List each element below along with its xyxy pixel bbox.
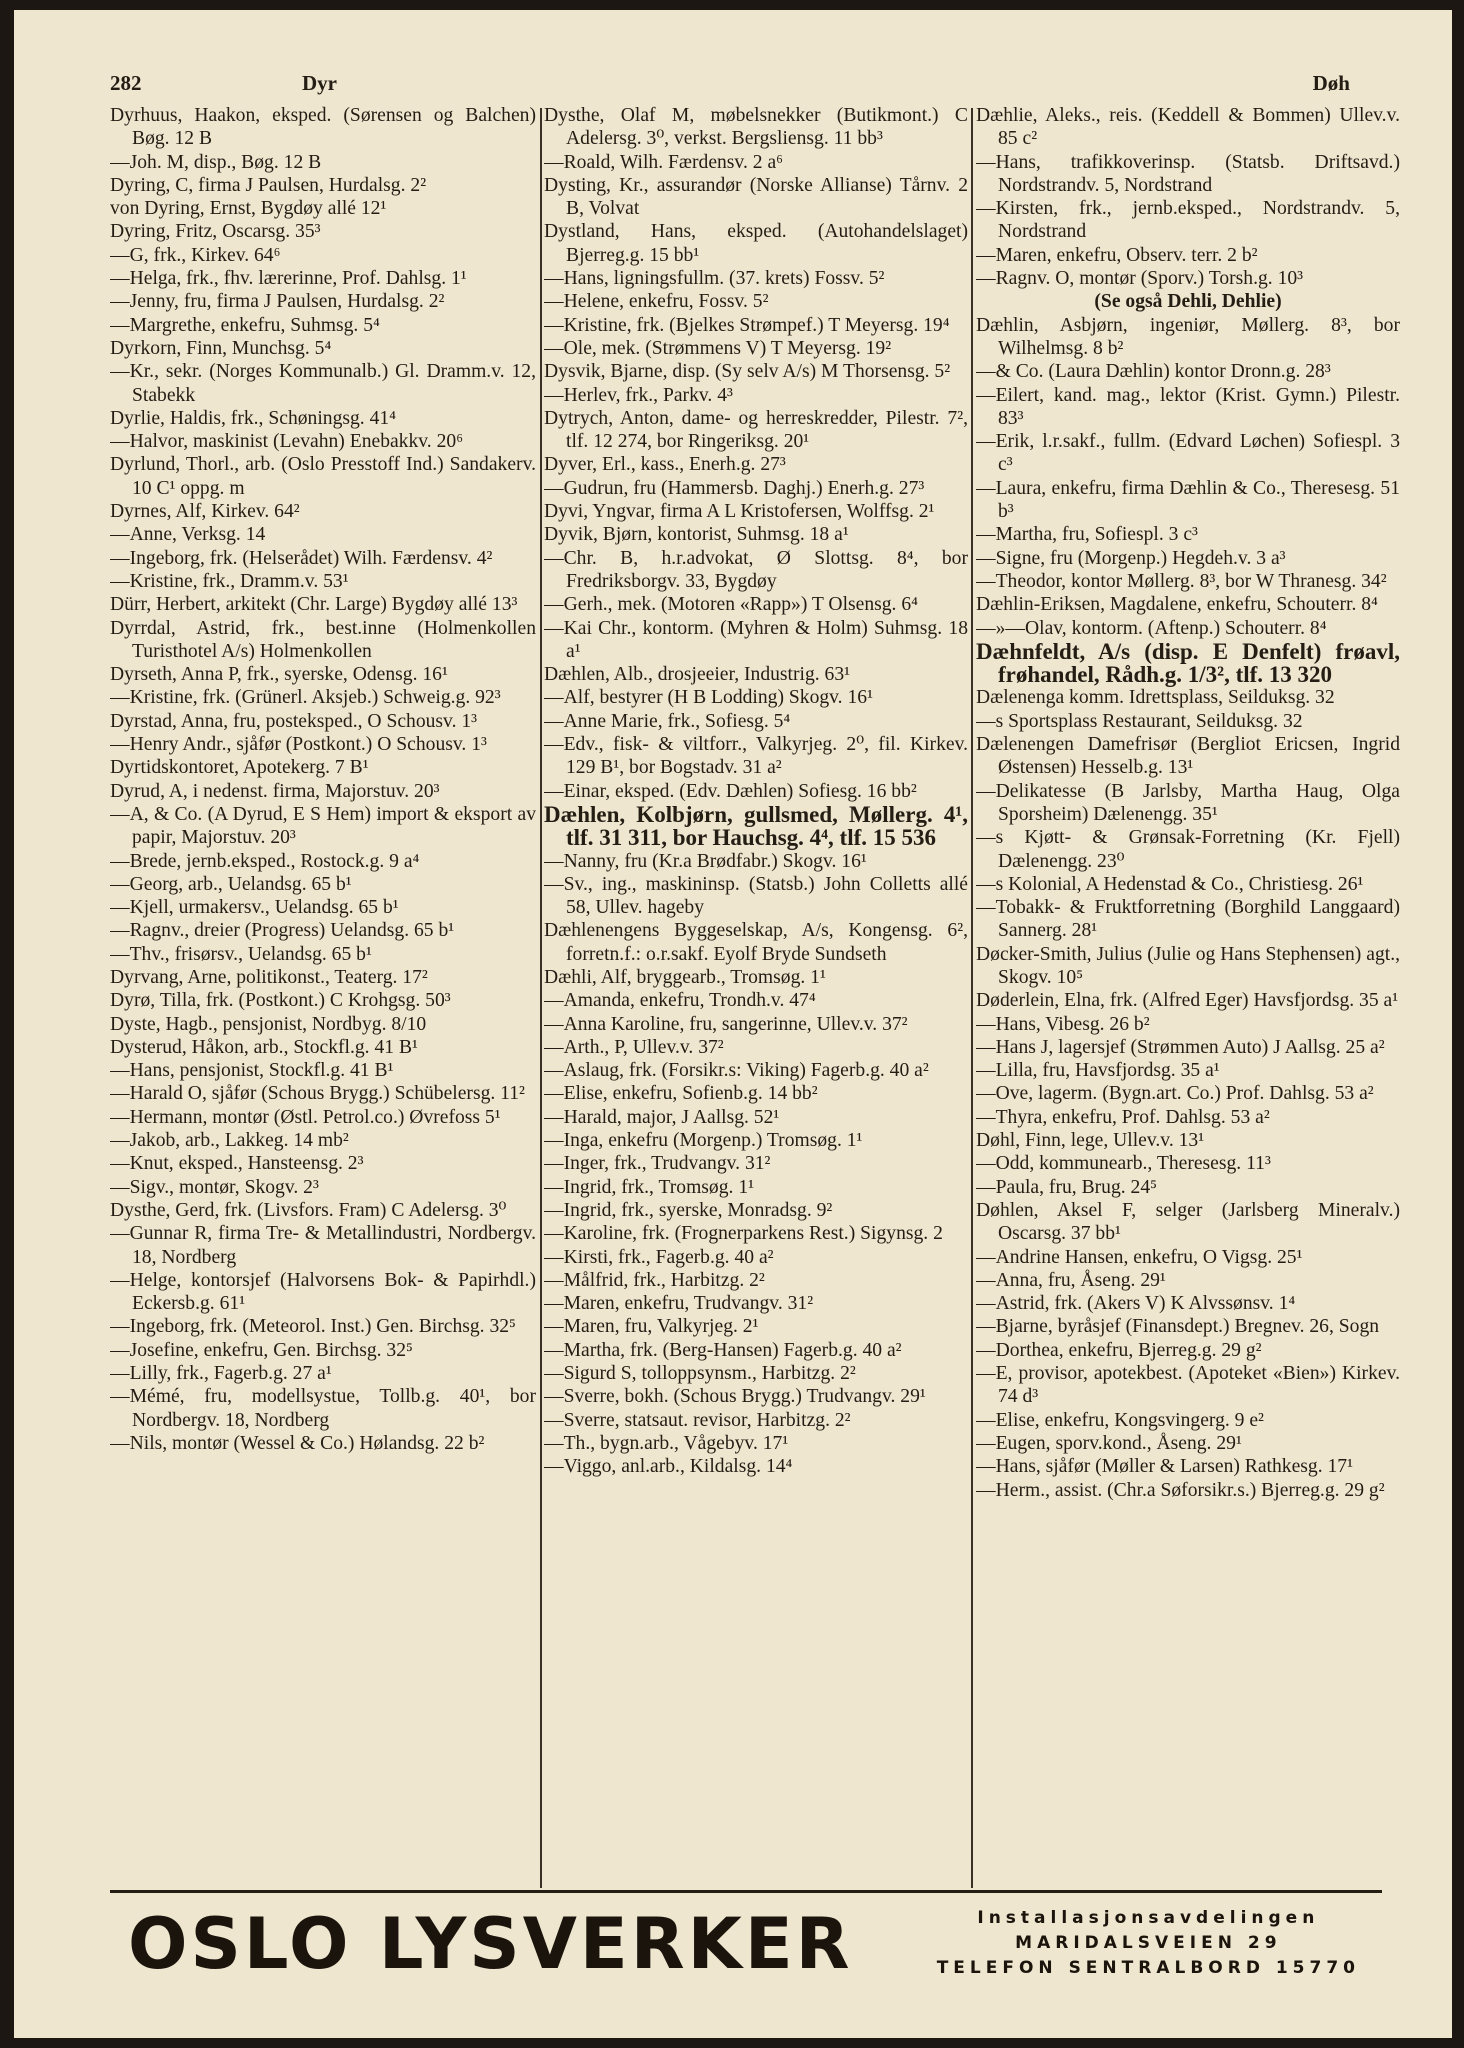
- directory-entry: —Målfrid, frk., Harbitzg. 2²: [544, 1269, 765, 1291]
- directory-entry: —Ingrid, frk., syerske, Monradsg. 9²: [544, 1199, 833, 1221]
- directory-entry: —Margrethe, enkefru, Suhmsg. 5⁴: [110, 314, 380, 336]
- directory-entry: —Herlev, frk., Parkv. 4³: [544, 384, 733, 406]
- directory-entry: —Odd, kommunearb., Theresesg. 11³: [976, 1153, 1271, 1175]
- directory-entry: —Hans, pensjonist, Stockfl.g. 41 B¹: [110, 1060, 394, 1082]
- directory-entry: —Hans J, lagersjef (Strømmen Auto) J Aallsg. 25 a²: [976, 1036, 1385, 1058]
- directory-entry: —Sverre, statsaut. revisor, Harbitzg. 2²: [544, 1409, 851, 1431]
- directory-entry: Dyrseth, Anna P, frk., syerske, Odensg. 16¹: [110, 664, 448, 686]
- directory-entry: —Harald O, sjåfør (Schous Brygg.) Schübelersg. 11²: [110, 1083, 525, 1105]
- directory-entry: —Alf, bestyrer (H B Lodding) Skogv. 16¹: [544, 687, 873, 709]
- directory-page: [14, 10, 1452, 2038]
- directory-entry: Dysthe, Olaf M, møbelsnekker (Butikmont.) C Adelersg. 3⁰, verkst. Bergsliensg. 11 bb³: [544, 105, 968, 150]
- directory-entry: —Sverre, bokh. (Schous Brygg.) Trudvangv. 29¹: [544, 1386, 926, 1408]
- directory-entry: —Amanda, enkefru, Trondh.v. 47⁴: [544, 990, 816, 1012]
- directory-entry: Dyrø, Tilla, frk. (Postkont.) C Krohgsg. 50³: [110, 990, 451, 1012]
- directory-entry: —Gunnar R, firma Tre- & Metallindustri, Nordbergv. 18, Nordberg: [110, 1223, 536, 1268]
- ad-phone: TELEFON SENTRALBORD 15770: [936, 1958, 1360, 1978]
- directory-entry: —Anne, Verksg. 14: [110, 524, 266, 546]
- directory-entry: —Karoline, frk. (Frognerparkens Rest.) Sigynsg. 2: [544, 1223, 943, 1245]
- directory-entry: —Edv., fisk- & viltforr., Valkyrjeg. 2⁰, fil. Kirkev. 129 B¹, bor Bogstadv. 31 a²: [544, 734, 968, 779]
- directory-entry: —Ingeborg, frk. (Meteorol. Inst.) Gen. Birchsg. 32⁵: [110, 1316, 516, 1338]
- directory-entry: —Arth., P, Ullev.v. 37²: [544, 1036, 724, 1058]
- directory-entry: —Hermann, montør (Østl. Petrol.co.) Øvrefoss 5¹: [110, 1106, 501, 1128]
- directory-entry: —Helge, kontorsjef (Halvorsens Bok- & Papirhdl.) Eckersb.g. 61¹: [110, 1269, 536, 1315]
- directory-entry: —Ragnv. O, montør (Sporv.) Torsh.g. 10³: [976, 268, 1304, 290]
- directory-entry: —Eilert, kand. mag., lektor (Krist. Gymn.) Pilestr. 83³: [976, 384, 1400, 429]
- directory-entry: —Kr., sekr. (Norges Kommunalb.) Gl. Dramm.v. 12, Stabekk: [110, 361, 536, 406]
- directory-entry: Dyrrdal, Astrid, frk., best.inne (Holmenkollen Turisthotel A/s) Holmenkollen: [110, 617, 536, 662]
- directory-entry: von Dyring, Ernst, Bygdøy allé 12¹: [110, 198, 387, 220]
- directory-entry: Dyrud, A, i nedenst. firma, Majorstuv. 20³: [110, 780, 440, 802]
- advertisement-banner: [110, 1898, 1382, 1990]
- directory-entry: —Ove, lagerm. (Bygn.art. Co.) Prof. Dahlsg. 53 a²: [976, 1083, 1374, 1105]
- directory-entry: Døcker-Smith, Julius (Julie og Hans Stephensen) agt., Skogv. 10⁵: [976, 943, 1400, 988]
- directory-entry: —Thv., frisørsv., Uelandsg. 65 b¹: [110, 943, 372, 965]
- directory-entry: —Thyra, enkefru, Prof. Dahlsg. 53 a²: [976, 1106, 1270, 1128]
- directory-entry: —& Co. (Laura Dæhlin) kontor Dronn.g. 28³: [976, 361, 1331, 383]
- directory-column-1: [110, 104, 536, 1889]
- directory-entry: Dysvik, Bjarne, disp. (Sy selv A/s) M Thorsensg. 5²: [544, 361, 951, 383]
- directory-entry: —Ragnv., dreier (Progress) Uelandsg. 65 b¹: [110, 920, 455, 942]
- directory-entry: —Martha, frk. (Berg-Hansen) Fagerb.g. 40 a²: [544, 1339, 902, 1361]
- directory-entry: —Paula, fru, Brug. 24⁵: [976, 1176, 1157, 1198]
- directory-entry: Dysterud, Håkon, arb., Stockfl.g. 41 B¹: [110, 1036, 418, 1058]
- directory-entry: —Sigurd S, tolloppsynsm., Harbitzg. 2²: [544, 1363, 856, 1385]
- directory-entry: —Roald, Wilh. Færdensv. 2 a⁶: [544, 151, 783, 173]
- directory-entry: Døhlen, Aksel F, selger (Jarlsberg Mineralv.) Oscarsg. 37 bb¹: [976, 1199, 1400, 1245]
- directory-entry: —Inga, enkefru (Morgenp.) Tromsøg. 1¹: [544, 1130, 863, 1152]
- directory-entry: —Erik, l.r.sakf., fullm. (Edvard Løchen) Sofiespl. 3 c³: [976, 431, 1400, 476]
- directory-entry: —Gudrun, fru (Hammersb. Daghj.) Enerh.g. 27³: [544, 477, 925, 499]
- directory-entry: Dürr, Herbert, arkitekt (Chr. Large) Bygdøy allé 13³: [110, 594, 518, 616]
- directory-entry: —Aslaug, frk. (Forsikr.s: Viking) Fagerb.g. 40 a²: [544, 1060, 929, 1082]
- directory-entry: Dæhli, Alf, bryggearb., Tromsøg. 1¹: [544, 966, 826, 988]
- directory-entry: —Jakob, arb., Lakkeg. 14 mb²: [110, 1130, 349, 1152]
- directory-entry: Dyrlund, Thorl., arb. (Oslo Presstoff Ind.) Sandakerv. 10 C¹ oppg. m: [110, 454, 536, 499]
- page-header: [110, 66, 1382, 100]
- directory-entry: Dyrlie, Haldis, frk., Schøningsg. 41⁴: [110, 407, 397, 429]
- directory-entry: Dyrnes, Alf, Kirkev. 64²: [110, 501, 300, 523]
- directory-entry: —Halvor, maskinist (Levahn) Enebakkv. 20⁶: [110, 431, 464, 453]
- directory-entry: Dystland, Hans, eksped. (Autohandelslaget) Bjerreg.g. 15 bb¹: [544, 221, 968, 266]
- advertisement-divider: [110, 1890, 1382, 1893]
- directory-entry: —Kirsten, frk., jernb.eksped., Nordstrandv. 5, Nordstrand: [976, 198, 1400, 243]
- directory-entry: —Laura, enkefru, firma Dæhlin & Co., Theresesg. 51 b³: [976, 477, 1400, 523]
- advertiser-contact: [937, 1906, 1360, 1981]
- directory-entry: —Ingeborg, frk. (Helserådet) Wilh. Færdensv. 4²: [110, 547, 493, 569]
- directory-entry: Dæhlen, Kolbjørn, gullsmed, Møllerg. 4¹, tlf. 31 311, bor Hauchsg. 4⁴, tlf. 15 536: [544, 801, 968, 851]
- directory-entry: —Maren, enkefru, Trudvangv. 31²: [544, 1293, 814, 1315]
- directory-entry: —Delikatesse (B Jarlsby, Martha Haug, Olga Sporsheim) Dælenengg. 35¹: [976, 780, 1400, 825]
- directory-entry: —Knut, eksped., Hansteensg. 2³: [110, 1153, 364, 1175]
- directory-entry: Dælenengen Damefrisør (Bergliot Ericsen, Ingrid Østensen) Hesselb.g. 13¹: [976, 734, 1400, 779]
- directory-entry: —Nanny, fru (Kr.a Brødfabr.) Skogv. 16¹: [544, 850, 867, 872]
- directory-entry: —Henry Andr., sjåfør (Postkont.) O Schousv. 1³: [110, 734, 487, 756]
- directory-entry: Dyrstad, Anna, fru, posteksped., O Schousv. 1³: [110, 710, 478, 732]
- directory-entry: —Maren, fru, Valkyrjeg. 2¹: [544, 1316, 759, 1338]
- directory-entry: —Harald, major, J Aallsg. 52¹: [544, 1106, 780, 1128]
- directory-entry: —Anna Karoline, fru, sangerinne, Ullev.v. 37²: [544, 1013, 908, 1035]
- directory-entry: —Brede, jernb.eksped., Rostock.g. 9 a⁴: [110, 850, 420, 872]
- directory-column-3: [976, 104, 1400, 1889]
- directory-entry: —Hans, trafikkoverinsp. (Statsb. Driftsavd.) Nordstrandv. 5, Nordstrand: [976, 151, 1400, 196]
- directory-entry: —Helene, enkefru, Fossv. 5²: [544, 291, 769, 313]
- directory-entry: —Herm., assist. (Chr.a Søforsikr.s.) Bjerreg.g. 29 g²: [976, 1479, 1385, 1501]
- directory-entry: —Martha, fru, Sofiespl. 3 c³: [976, 524, 1198, 546]
- directory-entry: (Se også Dehli, Dehlie): [1094, 291, 1282, 313]
- directory-entry: —Kristine, frk., Dramm.v. 53¹: [110, 570, 349, 592]
- directory-entry: Dyrhuus, Haakon, eksped. (Sørensen og Balchen) Bøg. 12 B: [110, 105, 536, 150]
- directory-entry: —A, & Co. (A Dyrud, E S Hem) import & eksport av papir, Majorstuv. 20³: [110, 803, 536, 849]
- directory-entry: —Tobakk- & Fruktforretning (Borghild Langgaard) Sannerg. 28¹: [976, 897, 1400, 942]
- directory-entry: —Elise, enkefru, Sofienb.g. 14 bb²: [544, 1083, 818, 1105]
- ad-department: Installasjonsavdelingen: [977, 1908, 1320, 1928]
- directory-entry: —Kjell, urmakersv., Uelandsg. 65 b¹: [110, 897, 399, 919]
- column-divider: [540, 108, 542, 1888]
- directory-entry: Døderlein, Elna, frk. (Alfred Eger) Havsfjordsg. 35 a¹: [976, 990, 1399, 1012]
- directory-entry: Dysthe, Gerd, frk. (Livsfors. Fram) C Adelersg. 3⁰: [110, 1199, 507, 1221]
- directory-entry: Dælenenga komm. Idrettsplass, Seilduksg. 32: [976, 687, 1335, 709]
- directory-entry: —Sv., ing., maskininsp. (Statsb.) John Colletts allé 58, Ullev. hageby: [544, 873, 968, 919]
- directory-entry: —Anne Marie, frk., Sofiesg. 5⁴: [544, 710, 791, 732]
- directory-entry: Dæhlenengens Byggeselskap, A/s, Kongensg. 6², forretn.f.: o.r.sakf. Eyolf Bryde Sundseth: [544, 920, 968, 965]
- directory-entry: —Einar, eksped. (Edv. Dæhlen) Sofiesg. 16 bb²: [544, 780, 917, 802]
- directory-entry: Dyrtidskontoret, Apotekerg. 7 B¹: [110, 757, 369, 779]
- directory-entry: Dæhlin-Eriksen, Magdalene, enkefru, Schouterr. 8⁴: [976, 594, 1378, 616]
- directory-entry: —Bjarne, byråsjef (Finansdept.) Bregnev. 26, Sogn: [976, 1316, 1380, 1338]
- left-guide-word: Dyr: [302, 71, 337, 95]
- directory-entry: —Ingrid, frk., Tromsøg. 1¹: [544, 1176, 754, 1198]
- right-guide-word: Døh: [1312, 71, 1350, 95]
- directory-entry: Døhl, Finn, lege, Ullev.v. 13¹: [976, 1130, 1205, 1152]
- directory-entry: Dæhlen, Alb., drosjeeier, Industrig. 63¹: [544, 664, 851, 686]
- directory-entry: —Hans, ligningsfullm. (37. krets) Fossv. 5²: [544, 268, 885, 290]
- directory-entry: —Kirsti, frk., Fagerb.g. 40 a²: [544, 1246, 774, 1268]
- directory-entry: —Inger, frk., Trudvangv. 31²: [544, 1153, 771, 1175]
- directory-entry: —Kai Chr., kontorm. (Myhren & Holm) Suhmsg. 18 a¹: [544, 617, 968, 662]
- directory-entry: Dæhlie, Aleks., reis. (Keddell & Bommen) Ullev.v. 85 c²: [976, 105, 1400, 150]
- directory-entry: —Hans, Vibesg. 26 b²: [976, 1013, 1150, 1035]
- directory-entry: Dysting, Kr., assurandør (Norske Allianse) Tårnv. 2 B, Volvat: [544, 174, 968, 220]
- directory-entry: —s Sportsplass Restaurant, Seilduksg. 32: [976, 710, 1303, 732]
- directory-entry: —G, frk., Kirkev. 64⁶: [110, 244, 281, 266]
- directory-entry: Dytrych, Anton, dame- og herreskredder, Pilestr. 7², tlf. 12 274, bor Ringeriksg. 20¹: [544, 407, 968, 453]
- directory-entry: Dyvik, Bjørn, kontorist, Suhmsg. 18 a¹: [544, 524, 849, 546]
- directory-entry: Dyver, Erl., kass., Enerh.g. 27³: [544, 454, 786, 476]
- directory-entry: —Lilly, frk., Fagerb.g. 27 a¹: [110, 1363, 332, 1385]
- directory-entry: —Dorthea, enkefru, Bjerreg.g. 29 g²: [976, 1339, 1262, 1361]
- advertiser-brand: OSLO LYSVERKER: [128, 1903, 853, 1985]
- directory-entry: —Georg, arb., Uelandsg. 65 b¹: [110, 873, 352, 895]
- directory-entry: —Ole, mek. (Strømmens V) T Meyersg. 19²: [544, 337, 892, 359]
- directory-entry: —Elise, enkefru, Kongsvingerg. 9 e²: [976, 1409, 1264, 1431]
- directory-entry: —Kristine, frk. (Bjelkes Strømpef.) T Meyersg. 19⁴: [544, 314, 950, 336]
- directory-entry: Dyrkorn, Finn, Munchsg. 5⁴: [110, 337, 332, 359]
- directory-entry: —Anna, fru, Åseng. 29¹: [976, 1269, 1166, 1291]
- directory-entry: —s Kjøtt- & Grønsak-Forretning (Kr. Fjell) Dælenengg. 23⁰: [976, 827, 1400, 872]
- directory-entry: —»—Olav, kontorm. (Aftenp.) Schouterr. 8⁴: [976, 617, 1327, 639]
- directory-entry: Dyrvang, Arne, politikonst., Teaterg. 17²: [110, 966, 428, 988]
- directory-entry: —Astrid, frk. (Akers V) K Alvssønsv. 1⁴: [976, 1293, 1296, 1315]
- directory-entry: —Jenny, fru, firma J Paulsen, Hurdalsg. 2²: [110, 291, 445, 313]
- directory-entry: —Chr. B, h.r.advokat, Ø Slottsg. 8⁴, bor Fredriksborgv. 33, Bygdøy: [544, 547, 968, 592]
- directory-entry: —Sigv., montør, Skogv. 2³: [110, 1176, 319, 1198]
- directory-entry: —Gerh., mek. (Motoren «Rapp») T Olsensg. 6⁴: [544, 594, 918, 616]
- directory-entry: —Kristine, frk. (Grünerl. Aksjeb.) Schweig.g. 92³: [110, 687, 501, 709]
- column-divider: [971, 108, 973, 1888]
- directory-entry: —Nils, montør (Wessel & Co.) Hølandsg. 22 b²: [110, 1432, 485, 1454]
- directory-entry: —Theodor, kontor Møllerg. 8³, bor W Thranesg. 34²: [976, 570, 1387, 592]
- directory-entry: —Helga, frk., fhv. lærerinne, Prof. Dahlsg. 1¹: [110, 268, 467, 290]
- directory-entry: Dyring, C, firma J Paulsen, Hurdalsg. 2²: [110, 174, 427, 196]
- directory-entry: —E, provisor, apotekbest. (Apoteket «Bien») Kirkev. 74 d³: [976, 1363, 1400, 1408]
- directory-column-2: [544, 104, 968, 1889]
- directory-entry: —Hans, sjåfør (Møller & Larsen) Rathkesg. 17¹: [976, 1456, 1353, 1478]
- page-number: 282: [110, 71, 142, 95]
- directory-entry: —Signe, fru (Morgenp.) Hegdeh.v. 3 a³: [976, 547, 1286, 569]
- directory-entry: —Andrine Hansen, enkefru, O Vigsg. 25¹: [976, 1246, 1303, 1268]
- directory-entry: —Eugen, sporv.kond., Åseng. 29¹: [976, 1432, 1242, 1454]
- directory-entry: Dyvi, Yngvar, firma A L Kristofersen, Wolffsg. 2¹: [544, 501, 935, 523]
- directory-entry: Dæhlin, Asbjørn, ingeniør, Møllerg. 8³, bor Wilhelmsg. 8 b²: [976, 314, 1400, 359]
- ad-address: MARIDALSVEIEN 29: [1015, 1933, 1282, 1953]
- directory-entry: —Maren, enkefru, Observ. terr. 2 b²: [976, 244, 1258, 266]
- directory-entry: —s Kolonial, A Hedenstad & Co., Christiesg. 26¹: [976, 873, 1364, 895]
- directory-entry: —Th., bygn.arb., Vågebyv. 17¹: [544, 1432, 789, 1454]
- directory-entry: Dæhnfeldt, A/s (disp. E Denfelt) frøavl, frøhandel, Rådh.g. 1/3², tlf. 13 320: [976, 638, 1400, 688]
- directory-entry: —Joh. M, disp., Bøg. 12 B: [110, 151, 322, 173]
- directory-entry: —Lilla, fru, Havsfjordsg. 35 a¹: [976, 1060, 1220, 1082]
- directory-entry: Dyste, Hagb., pensjonist, Nordbyg. 8/10: [110, 1013, 427, 1035]
- directory-entry: —Josefine, enkefru, Gen. Birchsg. 32⁵: [110, 1339, 413, 1361]
- directory-entry: —Mémé, fru, modellsystue, Tollb.g. 40¹, bor Nordbergv. 18, Nordberg: [110, 1386, 536, 1431]
- directory-entry: —Viggo, anl.arb., Kildalsg. 14⁴: [544, 1456, 793, 1478]
- directory-entry: Dyring, Fritz, Oscarsg. 35³: [110, 221, 321, 243]
